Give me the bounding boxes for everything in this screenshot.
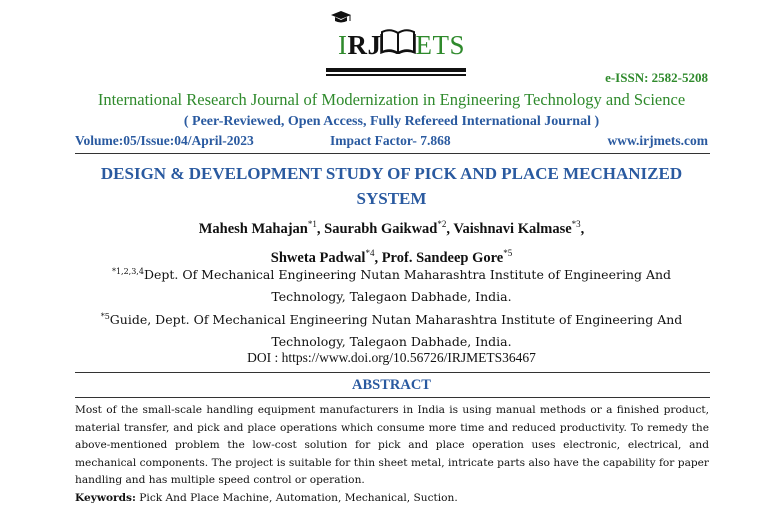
abstract-heading: ABSTRACT bbox=[352, 377, 431, 393]
keywords-label: Keywords: bbox=[75, 492, 136, 504]
keywords-list: Pick And Place Machine, Automation, Mechanical, Suction. bbox=[139, 492, 458, 504]
author-name: Mahesh Mahajan bbox=[198, 220, 308, 237]
author-name: Vaishnavi Kalmase bbox=[453, 220, 572, 237]
author-name: Shweta Padwal bbox=[270, 249, 366, 266]
logo-underline-thick bbox=[326, 68, 466, 72]
issn: e-ISSN: 2582-5208 bbox=[605, 70, 708, 85]
journal-name: International Research Journal of Modernization in Engineering Technology and Science bbox=[97, 90, 686, 109]
affiliation-guide: $^{*5}$Guide, Dept. Of Mechanical Engineering Nutan Maharashtra Institute of Engineering And Technology, Talegaon Dabhade, India. bbox=[100, 312, 683, 350]
logo-underline-thin bbox=[326, 74, 466, 76]
issue-info-row bbox=[75, 133, 708, 151]
doi-link[interactable]: DOI : https://www.doi.org/10.56726/IRJMETS36467 bbox=[247, 350, 536, 365]
abstract-text: Most of the small-scale handling equipment manufacturers in India is using manual methods or a finished product, material transfer, and pick and place operations which consume more time and reduced productivity. To remedy the above-mentioned problem the low-cost solution for pick and place operation uses electronic, electrical, and mechanical components. The project is suitable for thin sheet metal, intricate parts also have the capability for paper handling and has multiple speed control or operation. bbox=[75, 404, 709, 487]
volume-issue: Volume:05/Issue:04/April-2023 bbox=[75, 133, 254, 148]
affiliation-students: $^{*1,2,3,4}$Dept. Of Mechanical Engineering Nutan Maharashtra Institute of Engineering And Technology, Talegaon Dabhade, India. bbox=[111, 267, 672, 305]
header-divider bbox=[75, 153, 710, 154]
peer-review-note: ( Peer-Reviewed, Open Access, Fully Refereed International Journal ) bbox=[183, 114, 600, 129]
impact-factor: Impact Factor- 7.868 bbox=[330, 133, 451, 148]
author-name: Prof. Sandeep Gore bbox=[381, 249, 504, 266]
keywords bbox=[75, 492, 709, 504]
section-divider bbox=[75, 397, 710, 398]
author-list: Mahesh Mahajan$^{*1}$, Saurabh Gaikwad$^{*2}$, Vaishnavi Kalmase$^{*3}$, Shweta Padwal$^{*4}$, Prof. Sandeep Gore$^{*5}$ bbox=[198, 219, 585, 266]
logo-wordmark: IRJ ETS bbox=[338, 30, 466, 60]
open-book-icon bbox=[380, 28, 416, 54]
section-divider bbox=[75, 372, 710, 373]
author-name: Saurabh Gaikwad bbox=[324, 220, 438, 237]
journal-logo bbox=[326, 10, 466, 78]
website-link[interactable]: www.irjmets.com bbox=[607, 133, 708, 148]
graduation-cap-icon bbox=[330, 10, 352, 26]
paper-title: DESIGN & DEVELOPMENT STUDY OF PICK AND PLACE MECHANIZED SYSTEM bbox=[100, 164, 683, 208]
